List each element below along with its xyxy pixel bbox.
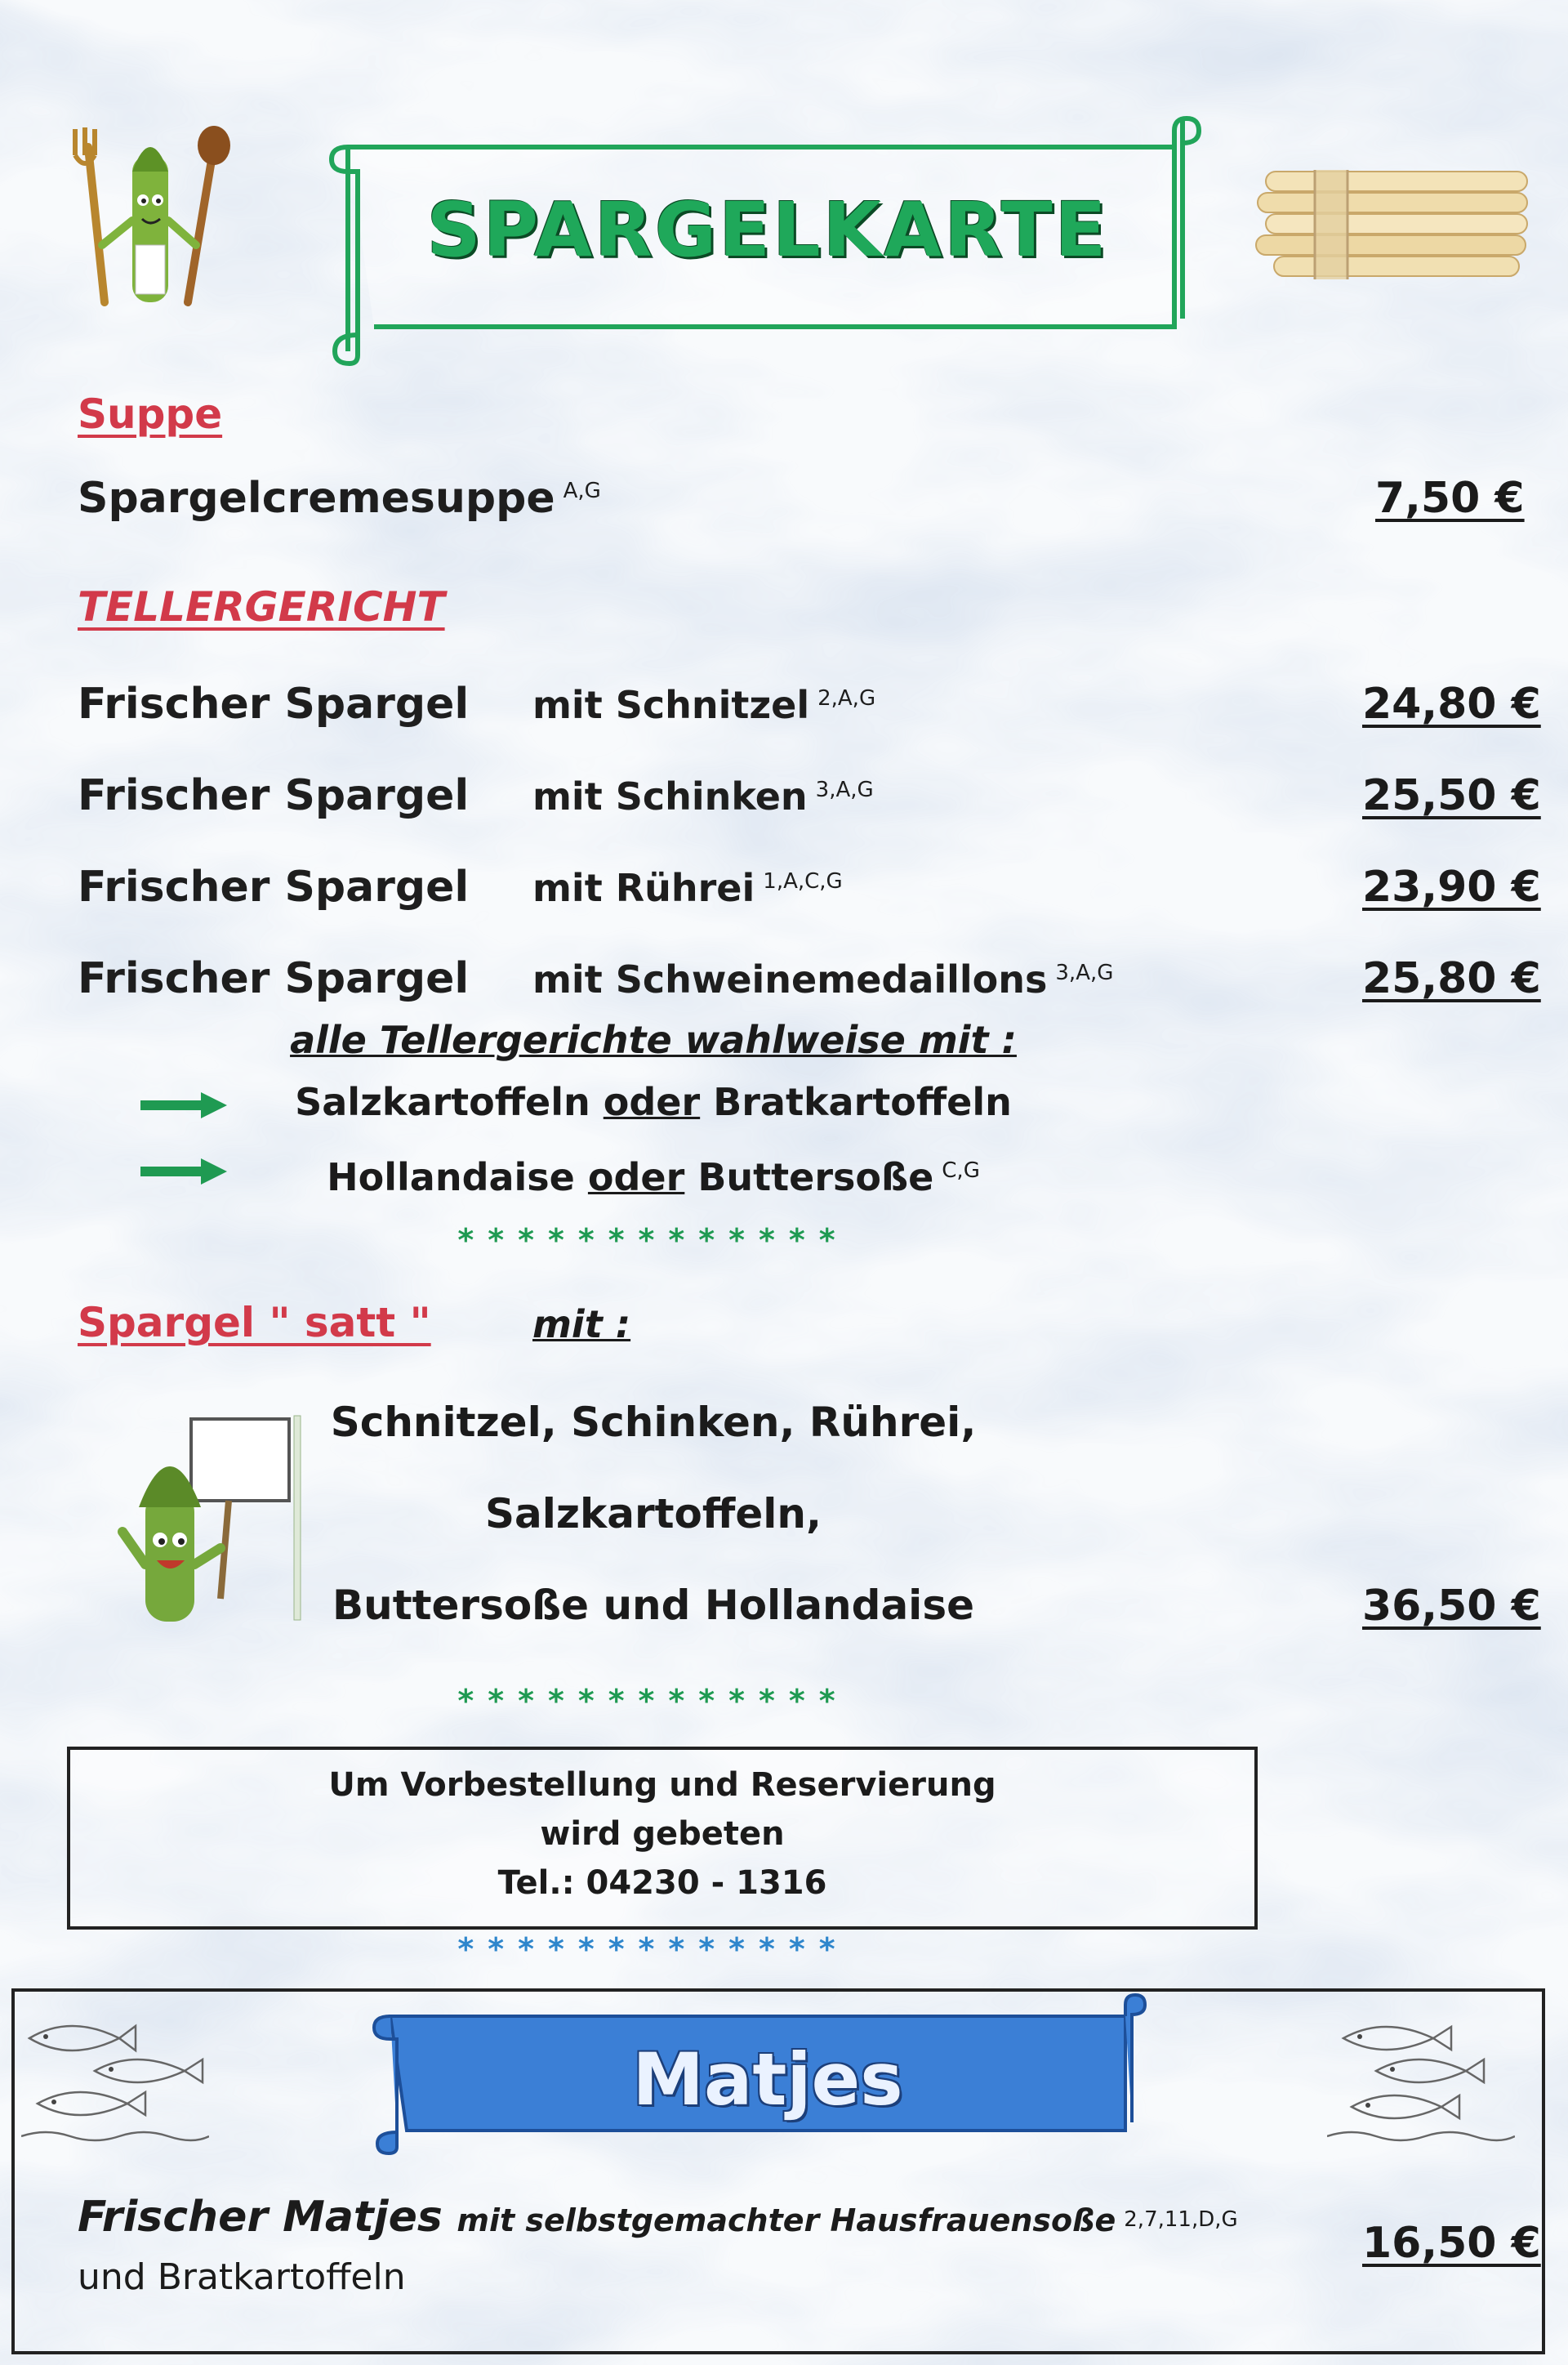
notice-line-1: Um Vorbestellung und Reservierung <box>328 1766 996 1804</box>
item-name: Frischer Spargel <box>78 771 470 820</box>
allergen-codes: 2,7,11,D,G <box>1124 2207 1238 2232</box>
matjes-title: Matjes <box>632 2037 903 2122</box>
matjes-line-2: und Bratkartoffeln <box>78 2256 406 2298</box>
notice-phone: Tel.: 04230 - 1316 <box>497 1864 827 1902</box>
section-heading-tellergericht: TELLERGERICHT <box>78 583 445 631</box>
allergen-codes: 3,A,G <box>1055 960 1114 985</box>
price-schweinemedaillons: 25,80 € <box>1362 954 1541 1003</box>
asparagus-bundle-icon <box>1250 155 1544 286</box>
separator-stars: ************* <box>457 1222 849 1258</box>
menu-item-spargelcremesuppe <box>78 474 601 523</box>
satt-line-1: Schnitzel, Schinken, Rührei, <box>330 1399 977 1446</box>
item-detail: mit Rührei $^{1,A,C,G}$ <box>532 866 843 910</box>
satt-line-3: Buttersoße und Hollandaise <box>332 1582 974 1629</box>
price-ruehrei: 23,90 € <box>1362 863 1541 912</box>
satt-with-label: mit : <box>532 1302 631 1346</box>
allergen-codes: 3,A,G <box>815 777 874 802</box>
allergen-codes: A,G <box>563 478 601 503</box>
separator-stars: ************* <box>457 1683 849 1719</box>
page-title: SPARGELKARTE <box>426 186 1109 274</box>
fish-school-icon <box>1327 2006 1515 2144</box>
tellergericht-note: alle Tellergerichte wahlweise mit : <box>290 1018 1017 1062</box>
item-detail: mit selbstgemachter Hausfrauensoße <box>457 2202 1116 2238</box>
fish-school-icon <box>21 2006 209 2144</box>
item-name: Spargelcremesuppe <box>78 474 555 523</box>
price-spargel-satt: 36,50 € <box>1362 1582 1541 1631</box>
item-name: Frischer Spargel <box>78 954 470 1003</box>
item-detail: mit Schnitzel $^{2,A,G}$ <box>532 683 876 727</box>
arrow-right-icon <box>140 1157 227 1186</box>
separator-stars: ************* <box>457 1931 849 1967</box>
price-schnitzel: 24,80 € <box>1362 680 1541 729</box>
item-name: Frischer Spargel <box>78 680 470 729</box>
item-detail: mit Schinken $^{3,A,G}$ <box>532 774 874 819</box>
price-schinken: 25,50 € <box>1362 771 1541 820</box>
side-option-potatoes: Salzkartoffeln oder Bratkartoffeln <box>295 1080 1012 1124</box>
side-option-sauce: Hollandaise oder Buttersoße $^{C,G}$ <box>327 1155 980 1199</box>
arrow-right-icon <box>140 1091 227 1120</box>
allergen-codes: 1,A,C,G <box>763 868 843 894</box>
price-spargelcremesuppe: 7,50 € <box>1375 474 1525 523</box>
item-detail: mit Schweinemedaillons $^{3,A,G}$ <box>532 957 1114 1002</box>
item-name: Frischer Spargel <box>78 863 470 912</box>
menu-item-matjes <box>78 2193 1238 2242</box>
asparagus-chef-icon <box>57 123 237 319</box>
item-name: Frischer Matjes <box>78 2193 443 2242</box>
price-matjes: 16,50 € <box>1362 2219 1541 2268</box>
section-heading-spargel-satt: Spargel " satt " <box>78 1299 431 1346</box>
satt-line-2: Salzkartoffeln, <box>484 1490 822 1537</box>
notice-line-2: wird gebeten <box>540 1815 785 1853</box>
section-heading-suppe: Suppe <box>78 390 223 438</box>
reservation-notice-box <box>67 1747 1258 1930</box>
allergen-codes: 2,A,G <box>817 685 876 711</box>
allergen-codes: C,G <box>942 1158 980 1183</box>
